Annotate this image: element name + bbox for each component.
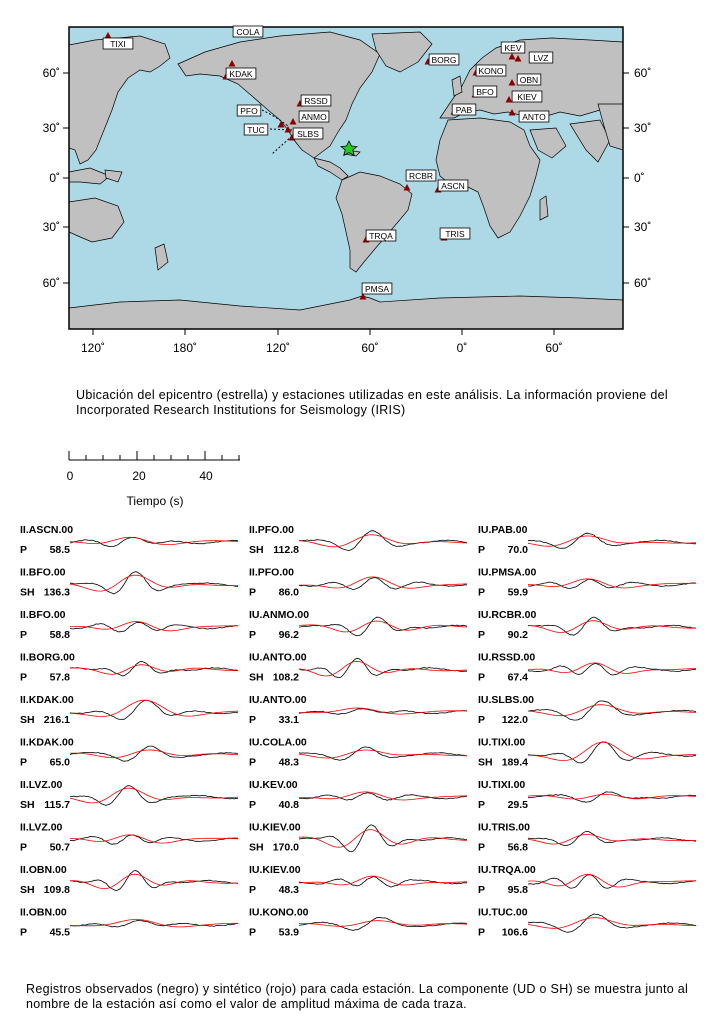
- trace-panel: [249, 652, 467, 684]
- trace-panel: [249, 779, 467, 811]
- trace-panel: [478, 609, 696, 641]
- trace-component: P: [249, 714, 257, 726]
- trace-component: P: [478, 926, 486, 939]
- trace-station: IU.KIEV.00: [249, 864, 301, 876]
- trace-amplitude: 50.7: [49, 841, 70, 854]
- trace-component: P: [249, 799, 257, 811]
- station-label: KEV: [504, 43, 522, 53]
- trace-panel: [249, 694, 467, 726]
- trace-amplitude: 67.4: [507, 671, 528, 684]
- synthetic-trace: [299, 921, 467, 927]
- trace-component: P: [20, 671, 28, 684]
- lon-label: 180˚: [172, 341, 198, 355]
- lat-labels-right: [634, 66, 651, 290]
- trace-amplitude: 48.3: [278, 756, 299, 769]
- trace-amplitude: 58.8: [49, 629, 70, 641]
- trace-amplitude: 86.0: [278, 586, 299, 599]
- station-tris: [440, 228, 470, 241]
- scale-ticks: [69, 451, 240, 460]
- station-label: TRIS: [445, 229, 465, 239]
- lat-label: 60˚: [42, 66, 60, 80]
- trace-station: IU.PMSA.00: [478, 566, 537, 579]
- trace-amplitude: 29.5: [507, 799, 528, 811]
- trace-station: II.BFO.00: [20, 566, 66, 579]
- trace-component: P: [478, 671, 486, 684]
- trace-panel: [478, 864, 696, 896]
- lat-label: 30˚: [42, 220, 60, 234]
- observed-trace: [528, 617, 696, 635]
- trace-component: P: [20, 926, 28, 939]
- scale-tick-label: 40: [199, 469, 213, 483]
- trace-component: P: [249, 586, 257, 599]
- synthetic-trace: [528, 742, 696, 760]
- trace-amplitude: 112.8: [273, 544, 299, 556]
- map-caption: Ubicación del epicentro (estrella) y estaciones utilizadas en este análisis. La información proviene del Incorporated Research Institutions for Seismology (IRIS): [76, 388, 668, 417]
- lon-labels: [81, 341, 563, 355]
- trace-panel: [249, 822, 467, 854]
- trace-amplitude: 95.8: [507, 884, 528, 896]
- trace-amplitude: 57.8: [49, 671, 70, 684]
- trace-amplitude: 170.0: [272, 841, 299, 854]
- trace-station: IU.TIXI.00: [478, 736, 526, 749]
- trace-amplitude: 90.2: [507, 629, 528, 641]
- trace-panel: [249, 864, 467, 896]
- station-label: KONO: [478, 66, 504, 76]
- trace-station: IU.ANMO.00: [249, 609, 310, 621]
- trace-station: IU.RCBR.00: [478, 609, 537, 621]
- synthetic-trace: [70, 750, 238, 758]
- observed-trace: [70, 661, 238, 676]
- lat-label: 30˚: [634, 121, 652, 135]
- trace-panel: [249, 907, 467, 939]
- trace-component: SH: [20, 884, 35, 896]
- station-rssd: [297, 95, 331, 107]
- station-label: BORG: [431, 55, 457, 65]
- trace-station: II.ASCN.00: [20, 524, 74, 536]
- trace-amplitude: 45.5: [49, 926, 70, 939]
- trace-panel: [20, 907, 238, 939]
- observed-trace: [70, 835, 238, 844]
- trace-amplitude: 48.3: [278, 884, 299, 896]
- trace-amplitude: 96.2: [278, 629, 299, 641]
- trace-station: II.OBN.00: [20, 864, 67, 876]
- trace-station: II.OBN.00: [20, 906, 67, 919]
- trace-component: SH: [20, 714, 35, 726]
- lon-label: 120˚: [80, 341, 106, 355]
- station-borg: [425, 54, 459, 65]
- trace-component: SH: [249, 841, 264, 854]
- station-label: ASCN: [441, 181, 465, 191]
- trace-panel: [20, 524, 238, 556]
- trace-component: P: [20, 756, 28, 769]
- station-ascn: [435, 180, 468, 193]
- station-label: TIXI: [110, 39, 126, 49]
- trace-component: P: [249, 884, 257, 896]
- trace-amplitude: 59.9: [507, 586, 528, 599]
- station-label: COLA: [236, 27, 260, 37]
- observed-trace: [299, 531, 467, 551]
- station-label: PMSA: [364, 284, 390, 294]
- station-label: SLBS: [297, 129, 319, 139]
- synthetic-trace: [70, 788, 238, 803]
- trace-station: IU.RSSD.00: [478, 651, 536, 664]
- trace-component: SH: [478, 756, 493, 769]
- trace-panel: [20, 694, 238, 726]
- trace-panel: [478, 822, 696, 854]
- station-map: [0, 0, 707, 370]
- trace-station: IU.KIEV.00: [249, 821, 301, 834]
- lon-label: 120˚: [265, 341, 291, 355]
- trace-station: IU.KONO.00: [249, 906, 309, 919]
- trace-amplitude: 136.3: [43, 586, 70, 599]
- lon-label: 60˚: [545, 341, 563, 355]
- trace-amplitude: 40.8: [278, 799, 299, 811]
- station-trqa: [363, 230, 396, 243]
- trace-panel: [20, 822, 238, 854]
- trace-station: II.PFO.00: [249, 524, 294, 536]
- station-slbs: [289, 128, 323, 141]
- station-label: KIEV: [517, 92, 537, 102]
- observed-trace: [70, 871, 238, 891]
- trace-station: II.LVZ.00: [20, 779, 63, 791]
- trace-station: II.LVZ.00: [20, 821, 63, 834]
- trace-component: SH: [20, 586, 35, 599]
- trace-panel: [249, 737, 467, 769]
- trace-component: P: [478, 841, 486, 854]
- trace-component: P: [478, 586, 486, 599]
- trace-amplitude: 115.7: [44, 799, 70, 811]
- lat-label: 30˚: [42, 121, 60, 135]
- observed-trace: [70, 700, 238, 719]
- trace-panel: [478, 907, 696, 939]
- lat-label: 30˚: [634, 220, 652, 234]
- station-kdak: [223, 68, 256, 80]
- trace-component: P: [478, 629, 486, 641]
- waveform-grid: [0, 515, 707, 945]
- station-label: ANTO: [522, 112, 546, 122]
- trace-station: II.KDAK.00: [20, 694, 74, 706]
- station-label: BFO: [476, 87, 494, 97]
- waveform-caption: Registros observados (negro) y sintético (rojo) para cada estación. La componente (UD o SH) se muestra junto al nombre de la estación así como el valor de amplitud máxima de cada traza.: [26, 982, 689, 1011]
- trace-station: IU.TRQA.00: [478, 864, 536, 876]
- lat-label: 60˚: [634, 66, 652, 80]
- trace-amplitude: 70.0: [507, 544, 528, 556]
- station-label: PAB: [455, 105, 473, 115]
- trace-panel: [20, 652, 238, 684]
- trace-panel: [20, 609, 238, 641]
- trace-station: IU.TRIS.00: [478, 821, 530, 834]
- station-label: PFO: [240, 106, 258, 116]
- synthetic-trace: [528, 705, 696, 716]
- trace-component: SH: [249, 671, 264, 684]
- lon-label: 60˚: [361, 341, 379, 355]
- scale-tick-label: 0: [66, 469, 74, 483]
- trace-station: II.PFO.00: [249, 566, 294, 579]
- trace-panel: [20, 864, 238, 896]
- trace-station: II.BFO.00: [20, 609, 66, 621]
- trace-component: P: [20, 841, 28, 854]
- trace-station: IU.ANTO.00: [249, 651, 307, 664]
- trace-station: IU.TIXI.00: [478, 779, 526, 791]
- trace-panel: [20, 737, 238, 769]
- trace-component: SH: [249, 544, 264, 556]
- synthetic-trace: [299, 876, 467, 885]
- trace-panel: [478, 737, 696, 769]
- trace-amplitude: 122.0: [501, 714, 528, 726]
- scale-tick-label: 20: [132, 469, 146, 483]
- trace-amplitude: 65.0: [49, 756, 70, 769]
- station-pab: [451, 104, 476, 115]
- lat-labels-left: [43, 66, 60, 290]
- trace-amplitude: 109.8: [43, 884, 70, 896]
- trace-panel: [20, 779, 238, 811]
- time-scale: [0, 450, 707, 515]
- trace-station: IU.SLBS.00: [478, 694, 535, 706]
- lon-label: 0˚: [456, 341, 468, 355]
- trace-panel: [20, 567, 238, 599]
- trace-amplitude: 216.1: [43, 714, 70, 726]
- lat-label: 60˚: [634, 276, 652, 290]
- trace-panel: [478, 567, 696, 599]
- trace-panel: [249, 524, 467, 556]
- trace-amplitude: 189.4: [501, 756, 528, 769]
- station-label: LVZ: [533, 53, 549, 63]
- trace-component: P: [249, 629, 257, 641]
- trace-station: IU.ANTO.00: [249, 694, 307, 706]
- observed-trace: [299, 658, 467, 677]
- station-label: KDAK: [229, 69, 253, 79]
- trace-station: IU.COLA.00: [249, 736, 307, 749]
- lat-label: 60˚: [42, 276, 60, 290]
- station-label: TUC: [247, 125, 265, 135]
- trace-panel: [478, 779, 696, 811]
- station-label: RCBR: [408, 171, 434, 181]
- station-label: TRQA: [369, 231, 393, 241]
- trace-panel: [249, 609, 467, 641]
- trace-panel: [249, 567, 467, 599]
- observed-trace: [528, 831, 696, 845]
- trace-component: SH: [20, 799, 35, 811]
- trace-station: II.BORG.00: [20, 651, 75, 664]
- observed-trace: [70, 537, 238, 546]
- synthetic-trace: [70, 874, 238, 888]
- synthetic-trace: [528, 874, 696, 887]
- trace-amplitude: 108.2: [272, 671, 299, 684]
- station-bfo: [472, 86, 497, 98]
- observed-trace: [528, 701, 696, 720]
- trace-amplitude: 33.1: [278, 714, 299, 726]
- observed-trace: [528, 914, 696, 932]
- trace-amplitude: 53.9: [278, 926, 299, 939]
- observed-trace: [299, 709, 467, 715]
- station-label: ANMO: [301, 112, 327, 122]
- scale-axis-label: Tiempo (s): [126, 494, 184, 508]
- trace-amplitude: 106.6: [501, 926, 528, 939]
- trace-component: P: [20, 629, 28, 641]
- trace-station: IU.PAB.00: [478, 524, 528, 536]
- trace-component: P: [478, 714, 486, 726]
- trace-component: P: [478, 544, 486, 556]
- synthetic-trace: [299, 750, 467, 758]
- observed-trace: [528, 792, 696, 802]
- synthetic-trace: [528, 579, 696, 588]
- trace-station: IU.TUC.00: [478, 906, 528, 919]
- trace-component: P: [249, 926, 257, 939]
- trace-station: II.KDAK.00: [20, 736, 74, 749]
- lat-label: 0˚: [49, 171, 60, 185]
- trace-component: P: [20, 544, 28, 556]
- synthetic-trace: [70, 835, 238, 843]
- trace-panel: [478, 652, 696, 684]
- trace-amplitude: 58.5: [49, 544, 70, 556]
- station-label: OBN: [519, 75, 539, 85]
- trace-amplitude: 56.8: [507, 841, 528, 854]
- trace-component: P: [249, 756, 257, 769]
- trace-station: IU.KEV.00: [249, 779, 298, 791]
- station-kono: [473, 65, 506, 76]
- trace-panel: [478, 694, 696, 726]
- trace-component: P: [478, 799, 486, 811]
- synthetic-trace: [70, 700, 238, 716]
- lat-label: 0˚: [634, 171, 645, 185]
- trace-panel: [478, 524, 696, 556]
- station-label: RSSD: [304, 96, 328, 106]
- trace-component: P: [478, 884, 486, 896]
